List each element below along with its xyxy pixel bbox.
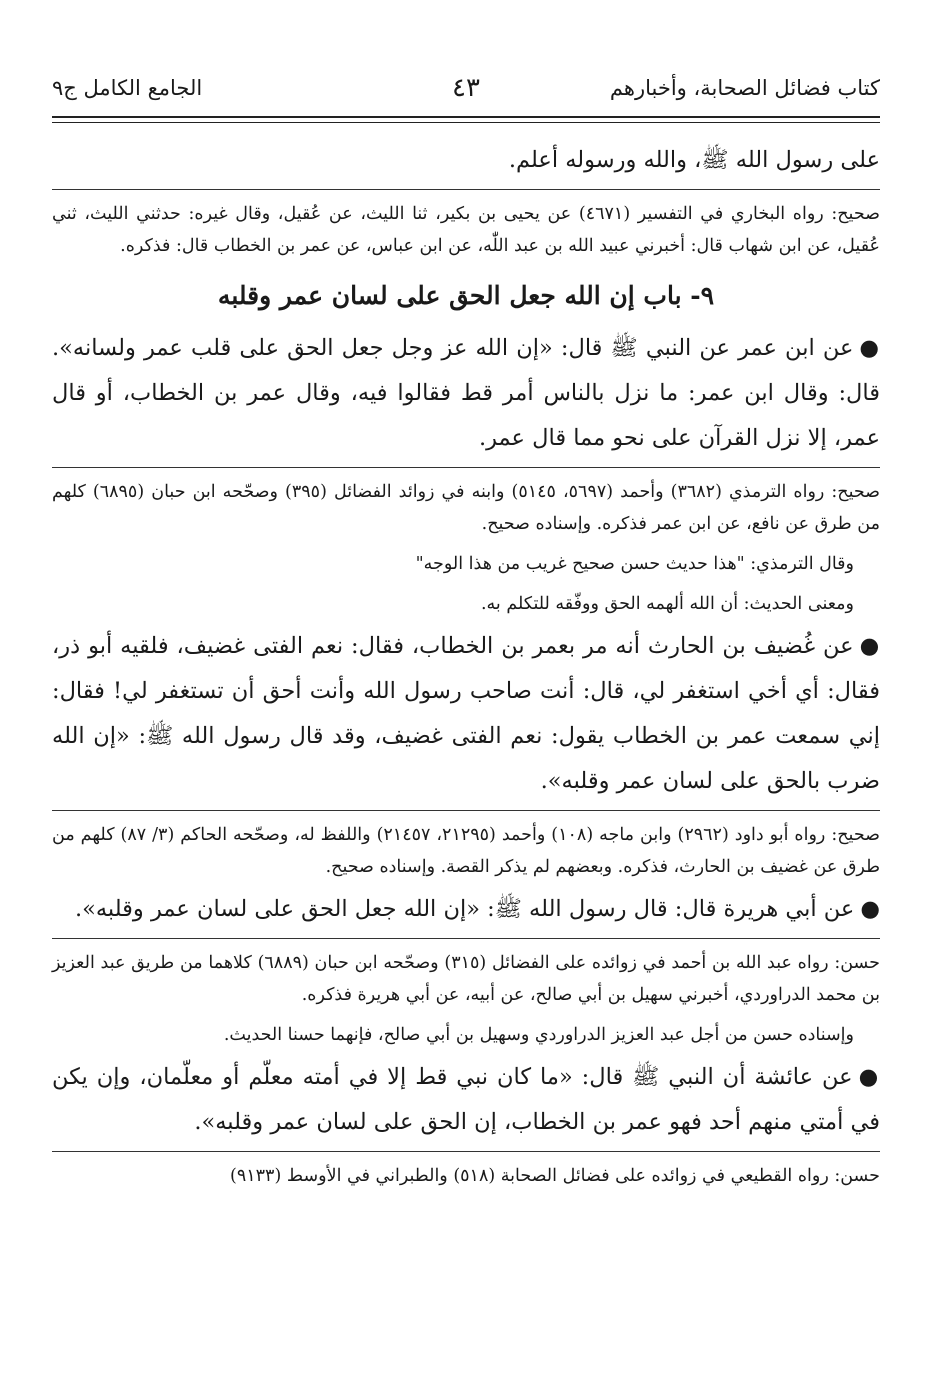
- takhrij-note: صحيح: رواه البخاري في التفسير (٤٦٧١) عن يحيى بن بكير، ثنا الليث، عن عُقيل، وقال غيره: حدثني الليث، ثني عُقيل، عن ابن شهاب قال: أخبرني عبيد الله بن عبد اللّٰه، عن ابن عباس، عن عمر بن الخطاب قال: فذكره.: [52, 204, 880, 256]
- page-content: [52, 138, 880, 1192]
- hadith-text: [52, 1055, 880, 1145]
- header-chapter-title: كتاب فضائل الصحابة، وأخبارهم: [609, 76, 880, 100]
- takhrij-note: حسن: رواه عبد الله بن أحمد في زوائده على الفضائل (٣١٥) وصحّحه ابن حبان (٦٨٨٩) كلاهما من طريق عبد العزيز بن محمد الدراوردي، أخبرني سهيل بن أبي صالح، عن أبيه، عن أبي هريرة فذكره.: [52, 953, 880, 1005]
- header-rule-thick: [52, 116, 880, 118]
- hadith-text: [52, 887, 880, 932]
- hadith-body: عن أبي هريرة قال: قال رسول الله ﷺ: «إن الله جعل الحق على لسان عمر وقلبه».: [74, 896, 855, 922]
- bullet-icon: ●: [859, 335, 880, 361]
- commentary-note: ومعنى الحديث: أن الله ألهمه الحق ووفّقه للتكلم به.: [480, 594, 854, 614]
- commentary-note: وقال الترمذي: "هذا حديث حسن صحيح غريب من هذا الوجه": [415, 554, 854, 574]
- hadith-body: عن ابن عمر عن النبي ﷺ قال: «إن الله عز وجل جعل الحق على قلب عمر ولسانه». قال: وقال ابن عمر: ما نزل بالناس أمر قط فقالوا فيه، وقال عمر بن الخطاب، أو قال عمر، إلا نزل القرآن على نحو مما قال عمر.: [52, 335, 880, 451]
- header-book-title: الجامع الكامل ج٩: [52, 76, 203, 100]
- takhrij-note: حسن: رواه القطيعي في زوائده على فضائل الصحابة (٥١٨) والطبراني في الأوسط (٩١٣٣): [230, 1166, 880, 1186]
- bullet-icon: ●: [859, 633, 880, 659]
- hadith-text: [52, 326, 880, 461]
- hadith-text: [52, 624, 880, 804]
- page-number: ٤٣: [452, 73, 480, 103]
- bullet-icon: ●: [858, 1064, 880, 1090]
- page-header: [52, 70, 880, 112]
- hadith-continuation: على رسول الله ﷺ، والله ورسوله أعلم.: [508, 147, 880, 173]
- divider: [52, 189, 880, 190]
- chapter-heading: ٩- باب إن الله جعل الحق على لسان عمر وقلبه: [217, 281, 715, 310]
- divider: [52, 938, 880, 939]
- hadith-body: عن عائشة أن النبي ﷺ قال: «ما كان نبي قط إلا في أمته معلّم أو معلّمان، وإن يكن في أمتي منهم أحد فهو عمر بن الخطاب، إن الحق على لسان عمر وقلبه».: [52, 1064, 880, 1135]
- divider: [52, 1151, 880, 1152]
- divider: [52, 467, 880, 468]
- takhrij-note: صحيح: رواه الترمذي (٣٦٨٢) وأحمد (٥٦٩٧، ٥١٤٥) وابنه في زوائد الفضائل (٣٩٥) وصحّحه ابن حبان (٦٨٩٥) كلهم من طرق عن نافع، عن ابن عمر فذكره. وإسناده صحيح.: [52, 482, 881, 534]
- header-rule-thin: [52, 122, 880, 123]
- takhrij-note: صحيح: رواه أبو داود (٢٩٦٢) وابن ماجه (١٠٨) وأحمد (٢١٢٩٥، ٢١٤٥٧) واللفظ له، وصحّحه الحاكم (٣/ ٨٧) كلهم من طرق عن غضيف بن الحارث، فذكره. وبعضهم لم يذكر القصة. وإسناده صحيح.: [52, 825, 880, 877]
- bullet-icon: ●: [860, 896, 880, 922]
- commentary-note: وإسناده حسن من أجل عبد العزيز الدراوردي وسهيل بن أبي صالح، فإنهما حسنا الحديث.: [223, 1025, 854, 1045]
- hadith-body: عن غُضيف بن الحارث أنه مر بعمر بن الخطاب، فقال: نعم الفتى غضيف، فلقيه أبو ذر، فقال: أي أخي استغفر لي، قال: أنت صاحب رسول الله وأنت أحق أن تستغفر لي! فقال: إني سمعت عمر بن الخطاب يقول: نعم الفتى غضيف، وقد قال رسول الله ﷺ: «إن الله ضرب بالحق على لسان عمر وقلبه».: [52, 633, 880, 794]
- divider: [52, 810, 880, 811]
